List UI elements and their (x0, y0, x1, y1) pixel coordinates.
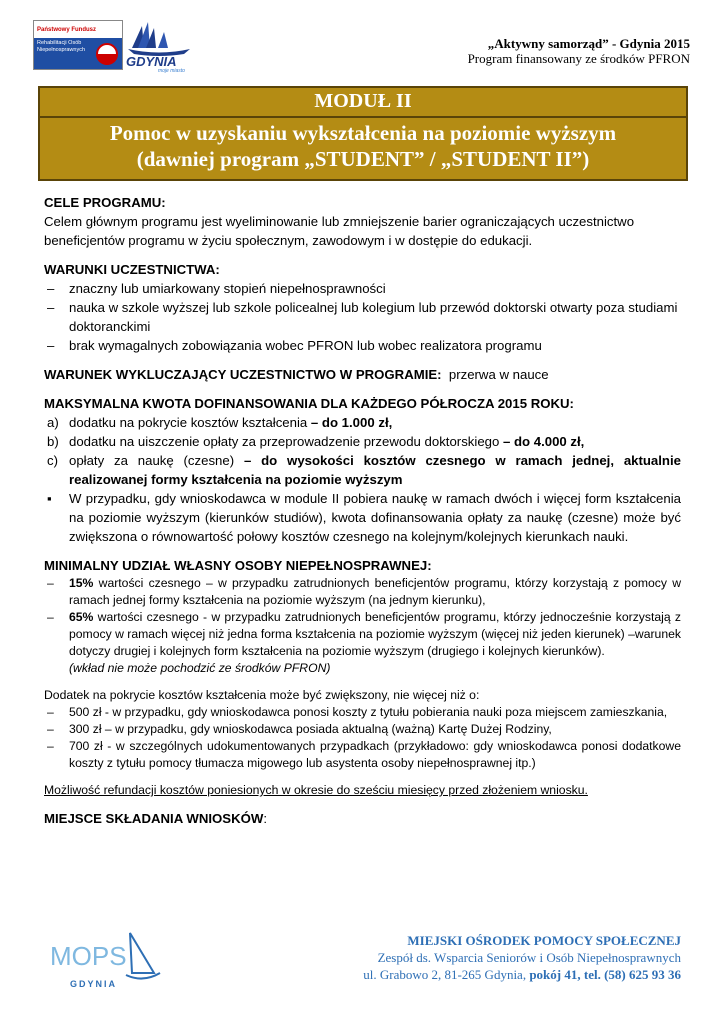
max-amount-heading: MAKSYMALNA KWOTA DOFINANSOWANIA DLA KAŻDEGO PÓŁROCZA 2015 ROKU: (44, 396, 574, 411)
pfron-logo-line1: Państwowy Fundusz (37, 26, 97, 33)
module-title-line1: Pomoc w uzyskaniu wykształcenia na poziomie wyższym (109, 121, 617, 145)
list-item: c) opłaty za naukę (czesne) – do wysokości kosztów czesnego w ramach jednej, aktualnie realizowanej formy kształcenia na poziomie wyższym (47, 453, 681, 487)
exclusion-row (44, 365, 681, 384)
pfron-logo-line2: Rehabilitacji Osób (37, 40, 82, 46)
own-share-heading: MINIMALNY UDZIAŁ WŁASNY OSOBY NIEPEŁNOSPRAWNEJ: (44, 558, 432, 573)
refund-note: Możliwość refundacji kosztów poniesionych w okresie do sześciu miesięcy przed złożeniem wniosku. (44, 783, 588, 797)
list-item: – 15% wartości czesnego – w przypadku zatrudnionych beneficjentów programu, którzy korzystają z pomocy w ramach jednej formy kształcenia na poziomie wyższym (na jednym kierunku), (47, 576, 681, 607)
list-item: – brak wymagalnych zobowiązania wobec PFRON lub wobec realizatora programu (47, 338, 542, 353)
list-item: – 700 zł - w szczególnych udokumentowanych przypadkach (przykładowo: gdy wnioskodawca ponosi dodatkowe koszty z tytułu pomocy tłumacza migowego lub asystenta osoby niepełnosprawnej itp.) (47, 739, 681, 770)
conditions-list (44, 279, 681, 355)
footer-address: ul. Grabowo 2, 81-265 Gdynia, (363, 967, 530, 982)
list-item: ▪ W przypadku, gdy wnioskodawca w module II pobiera naukę w ramach dwóch i więcej form kształcenia na poziomie wyższym (kierunków studiów), kwota dofinansowania opłaty za naukę (czesne) może być zwiększona o równowartość połowy kosztów czesnego na kolejnym/kolejnych kierunkach nauki. (47, 491, 681, 544)
document-body (44, 193, 681, 828)
mops-logo-city: GDYNIA (70, 979, 118, 989)
own-share-note: (wkład nie może pochodzić ze środków PFRON) (69, 661, 331, 675)
ship-icon (124, 18, 194, 73)
footer-contact: pokój 41, tel. (58) 625 93 36 (529, 967, 681, 982)
page-header (468, 36, 690, 66)
list-item: – 65% wartości czesnego - w przypadku zatrudnionych beneficjentów programu, którzy jednocześnie korzystają z pomocy w ramach więcej niż jedna forma kształcenia na poziomie wyższym (więcej niż jeden kierunek) –warunek dotyczy drugiej i kolejnych form kształcenia na poziomie wyższym (drugiego i kolejnych kierunków). (wkład nie może pochodzić ze środków PFRON) (47, 610, 681, 675)
goals-text: Celem głównym programu jest wyeliminowanie lub zmniejszenie barier ograniczających uczestnictwo beneficjentów programu w życiu społecznym, zawodowym i w dostępie do edukacji. (44, 214, 635, 248)
footer-org: MIEJSKI OŚRODEK POMOCY SPOŁECZNEJ (407, 933, 681, 948)
header-subtitle: Program finansowany ze środków PFRON (467, 51, 690, 66)
list-item: – 300 zł – w przypadku, gdy wnioskodawca posiada aktualną (ważną) Kartę Dużej Rodziny, (47, 722, 552, 736)
module-title-line2: (dawniej program „STUDENT” / „STUDENT II”) (136, 147, 590, 171)
list-item: – nauka w szkole wyższej lub szkole policealnej lub kolegium lub przewód doktorski otwarty poza studiami doktoranckimi (47, 300, 678, 334)
goals-heading: CELE PROGRAMU: (44, 195, 166, 210)
own-share-list (44, 575, 681, 677)
conditions-heading: WARUNKI UCZESTNICTWA: (44, 262, 220, 277)
header-title: „Aktywny samorząd” - Gdynia 2015 (487, 36, 690, 51)
page-footer (363, 932, 681, 983)
mops-sail-icon (48, 925, 168, 995)
exclusion-heading: WARUNEK WYKLUCZAJĄCY UCZESTNICTWO W PROGRAMIE: (44, 367, 442, 382)
list-item: a) dodatku na pokrycie kosztów kształcenia – do 1.000 zł, (47, 415, 393, 430)
pfron-logo-line3: Niepełnosprawnych (37, 47, 85, 53)
list-item: – znaczny lub umiarkowany stopień niepełnosprawności (47, 281, 386, 296)
pfron-emblem-icon (96, 43, 118, 65)
exclusion-text: przerwa w nauce (448, 367, 549, 382)
module-banner (38, 86, 688, 181)
place-heading: MIEJSCE SKŁADANIA WNIOSKÓW (44, 811, 264, 826)
max-amount-list (44, 413, 681, 546)
gdynia-logo (124, 18, 194, 73)
supplement-intro: Dodatek na pokrycie kosztów kształcenia może być zwiększony, nie więcej niż o: (44, 688, 480, 702)
mops-logo-text: MOPS (50, 941, 127, 971)
supplement-list (44, 704, 681, 772)
footer-unit: Zespół ds. Wsparcia Seniorów i Osób Niepełnosprawnych (377, 950, 681, 965)
place-row: MIEJSCE SKŁADANIA WNIOSKÓW: (44, 811, 267, 826)
module-label: MODUŁ II (40, 88, 686, 118)
pfron-logo (33, 20, 123, 70)
list-item: b) dodatku na uiszczenie opłaty za przeprowadzenie przewodu doktorskiego – do 4.000 zł, (47, 434, 585, 449)
mops-logo (48, 925, 168, 995)
gdynia-logo-tagline: moje miasto (158, 68, 185, 73)
list-item: – 500 zł - w przypadku, gdy wnioskodawca ponosi koszty z tytułu pobierania nauki poza miejscem zamieszkania, (47, 705, 668, 719)
gdynia-logo-text: GDYNIA (126, 54, 177, 69)
